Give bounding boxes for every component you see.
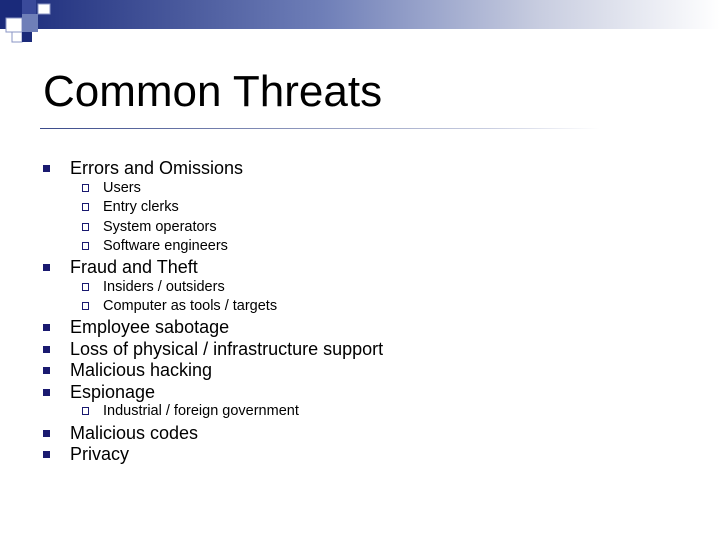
sub-list-item-text: Software engineers <box>103 238 228 254</box>
list-item <box>70 316 229 338</box>
corner-squares-decoration <box>0 0 60 45</box>
list-item <box>70 256 198 278</box>
square-bullet-icon <box>43 165 50 172</box>
list-item-text: Malicious hacking <box>70 360 213 380</box>
list-item-text: Loss of physical / infrastructure support <box>70 339 384 359</box>
list-item <box>70 338 383 360</box>
sub-list-item-text: Insiders / outsiders <box>103 279 225 295</box>
sub-list-item <box>103 218 217 236</box>
list-item <box>70 381 155 403</box>
title-underline <box>40 128 600 129</box>
hollow-square-bullet-icon <box>82 223 89 231</box>
list-item <box>70 443 129 465</box>
list-item-text: Espionage <box>70 382 156 402</box>
hollow-square-bullet-icon <box>82 203 89 211</box>
square-bullet-icon <box>43 346 50 353</box>
hollow-square-bullet-icon <box>82 242 89 250</box>
sub-list-item <box>103 297 277 315</box>
sub-list-item-text: Computer as tools / targets <box>103 298 278 314</box>
sub-list-item <box>103 237 228 255</box>
sub-list-item-text: Users <box>103 180 141 196</box>
sub-list-item-text: System operators <box>103 219 217 235</box>
square-bullet-icon <box>43 324 50 331</box>
sub-list-item-text: Entry clerks <box>103 199 179 215</box>
slide-title: Common Threats <box>43 67 383 116</box>
hollow-square-bullet-icon <box>82 184 89 192</box>
sub-list-item <box>103 179 141 197</box>
sub-list-item <box>103 198 179 216</box>
list-item-text: Employee sabotage <box>70 317 230 337</box>
square-bullet-icon <box>43 451 50 458</box>
list-item <box>70 157 243 179</box>
list-item-text: Malicious codes <box>70 423 199 443</box>
list-item <box>70 359 212 381</box>
sub-list-item-text: Industrial / foreign government <box>103 403 299 419</box>
list-item <box>70 422 198 444</box>
sub-list-item <box>103 402 299 420</box>
list-item-text: Privacy <box>70 444 130 464</box>
square-bullet-icon <box>43 367 50 374</box>
square-bullet-icon <box>43 389 50 396</box>
list-item-text: Errors and Omissions <box>70 158 244 178</box>
sub-list-item <box>103 278 225 296</box>
square-bullet-icon <box>43 430 50 437</box>
top-gradient-bar <box>0 0 720 29</box>
hollow-square-bullet-icon <box>82 407 89 415</box>
hollow-square-bullet-icon <box>82 302 89 310</box>
hollow-square-bullet-icon <box>82 283 89 291</box>
square-bullet-icon <box>43 264 50 271</box>
list-item-text: Fraud and Theft <box>70 257 198 277</box>
